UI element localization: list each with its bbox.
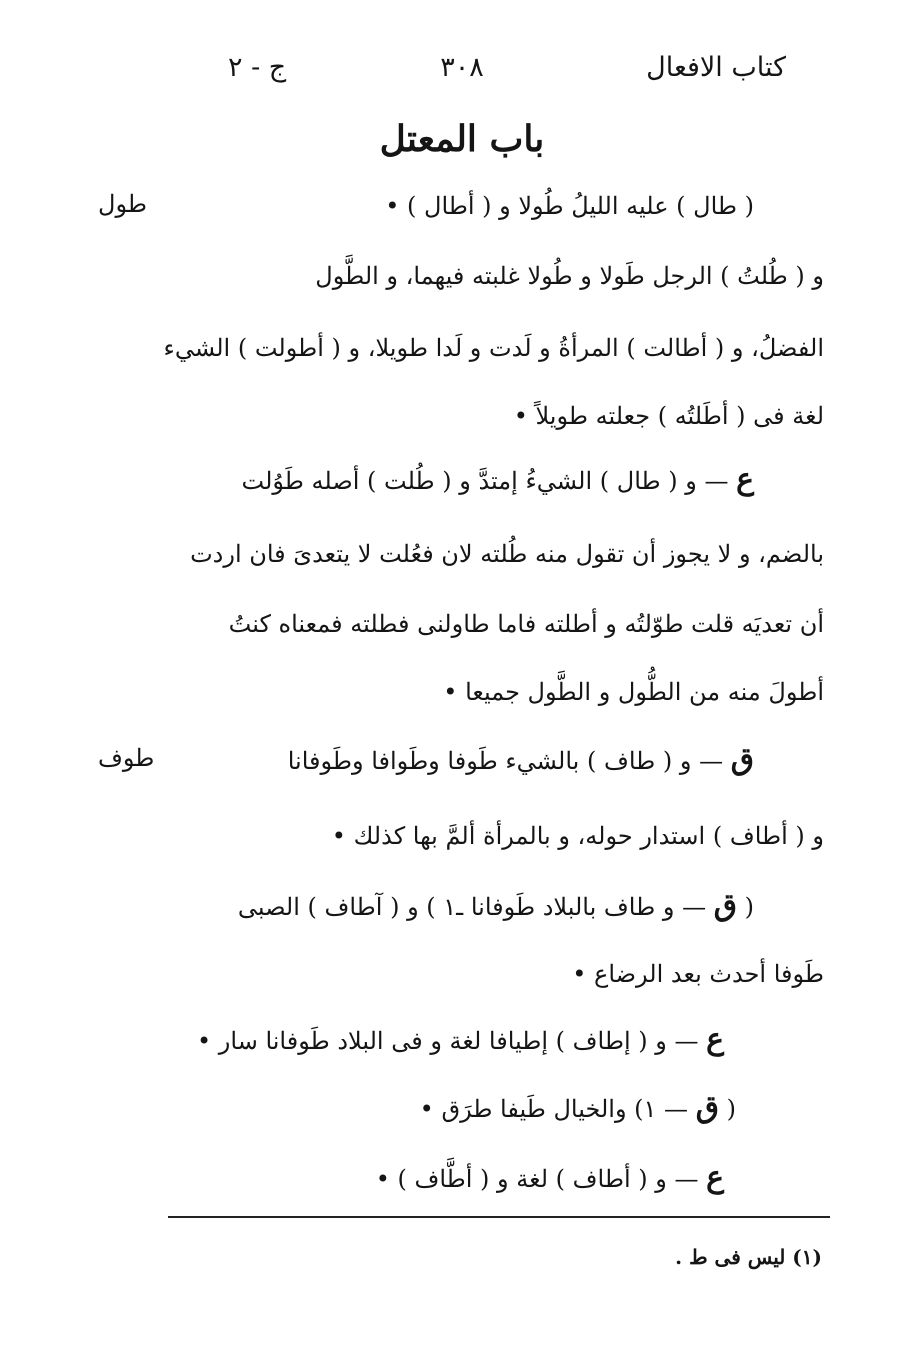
footnote-divider (168, 1216, 830, 1218)
open-paren: ( (726, 1095, 736, 1123)
line-text: — و ( طال ) الشيءُ إمتدَّ و ( طُلت ) أصله طَوُلت (241, 467, 729, 495)
line-text: — و ( إطاف ) إطيافا لغة و فى البلاد طَوفانا سار • (197, 1027, 699, 1055)
text-line-12 (572, 956, 824, 992)
text-line-2 (315, 258, 824, 294)
source-marker: ق (713, 888, 737, 923)
text-line-5 (242, 462, 754, 499)
text-line-14 (420, 1090, 736, 1127)
volume-label: ج - ٢ (228, 52, 287, 83)
line-text: — ١) والخيال طَيفا طرَق • (419, 1095, 689, 1123)
source-marker: ع (706, 1160, 724, 1195)
text-line-15 (376, 1160, 724, 1197)
line-text: — و ( أطاف ) لغة و ( أطَّاف ) • (375, 1165, 699, 1193)
text-line-3 (164, 330, 824, 366)
line-text: أطولَ منه من الطُّول و الطَّول جميعا • (443, 678, 824, 706)
line-text: لغة فى ( أطَلتُه ) جعلته طويلاً • (513, 402, 824, 430)
source-marker: ق (695, 1090, 719, 1125)
text-line-1 (385, 188, 754, 224)
open-paren: ( (744, 893, 754, 921)
text-line-4 (514, 398, 824, 434)
text-line-7 (229, 606, 824, 642)
line-text: — و طاف بالبلاد طَوفانا ـ١ ) و ( آطاف ) الصبى (237, 893, 707, 921)
line-text: و ( طُلتُ ) الرجل طَولا و طُولا غلبته فيهما، و الطَّول (315, 262, 824, 290)
text-line-10 (332, 818, 824, 854)
text-line-6 (190, 536, 824, 572)
line-text: — و ( طاف ) بالشيء طَوفا وطَوافا وطَوفانا (287, 747, 724, 775)
text-line-13 (197, 1022, 724, 1059)
page-number: ٣٠٨ (440, 52, 484, 83)
running-header-book-title: كتاب الافعال (646, 52, 786, 83)
line-text: بالضم، و لا يجوز أن تقول منه طُلته لان فعُلت لا يتعدىَ فان اردت (190, 540, 824, 568)
text-line-8 (443, 674, 824, 710)
line-text: الفضلُ، و ( أطالت ) المرأةُ و لَدت و لَدا طويلا، و ( أطولت ) الشيء (163, 334, 824, 362)
chapter-title: باب المعتل (379, 118, 545, 160)
margin-root-1: طول (98, 190, 147, 218)
line-text: و ( أطاف ) استدار حوله، و بالمرأة ألمَّ بها كذلك • (331, 822, 824, 850)
source-marker: ق (730, 742, 754, 777)
text-line-11 (238, 888, 754, 925)
source-marker: ع (736, 462, 754, 497)
margin-root-2: طوف (98, 744, 155, 772)
text-line-9 (288, 742, 754, 779)
line-text: ( طال ) عليه الليلُ طُولا و ( أطال ) • (385, 192, 754, 220)
line-text: أن تعديَه قلت طوّلتُه و أطلته فاما طاولنى فطلته فمعناه كنتُ (228, 610, 824, 638)
source-marker: ع (706, 1022, 724, 1057)
line-text: طَوفا أحدث بعد الرضاع • (572, 960, 824, 988)
footnote: (١) ليس فى ط . (675, 1245, 822, 1269)
